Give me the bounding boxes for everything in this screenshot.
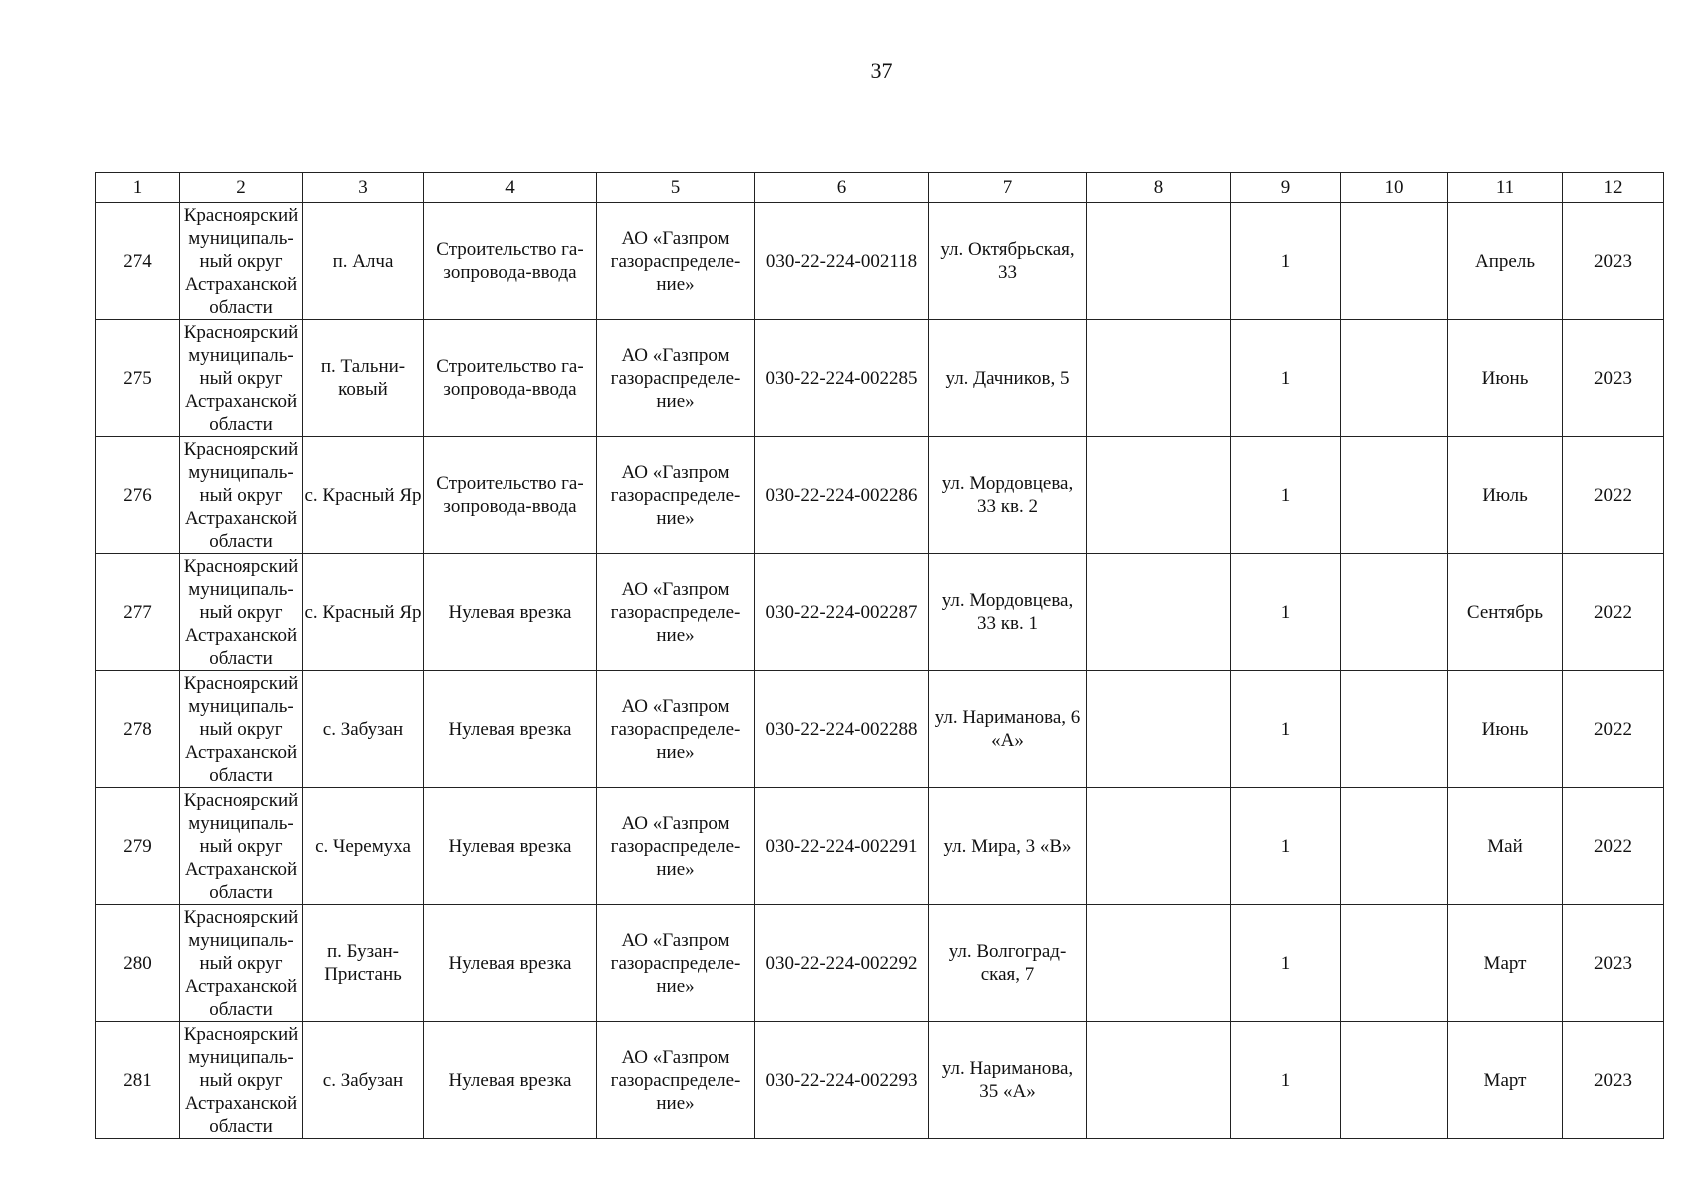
- object-code-cell: 030-22-224-002285: [755, 320, 929, 437]
- table-row: [96, 1022, 1664, 1139]
- row-number-cell: 280: [96, 905, 180, 1022]
- settlement-cell: п. Алча: [303, 203, 424, 320]
- organization-cell: АО «Газпром газораспределе- ние»: [597, 905, 755, 1022]
- column-header: 1: [96, 173, 180, 203]
- quantity-cell: 1: [1231, 788, 1341, 905]
- column-header: 3: [303, 173, 424, 203]
- settlement-cell: п. Тальни- ковый: [303, 320, 424, 437]
- table-row: [96, 671, 1664, 788]
- object-code-cell: 030-22-224-002293: [755, 1022, 929, 1139]
- work-type-cell: Нулевая врезка: [424, 1022, 597, 1139]
- month-cell: Сентябрь: [1448, 554, 1563, 671]
- column-10-cell: [1341, 788, 1448, 905]
- column-10-cell: [1341, 554, 1448, 671]
- row-number-cell: 275: [96, 320, 180, 437]
- address-cell: ул. Октябрьская, 33: [929, 203, 1087, 320]
- column-8-cell: [1087, 1022, 1231, 1139]
- work-type-cell: Нулевая врезка: [424, 788, 597, 905]
- district-cell: Красноярский муниципаль- ный округ Астраханской области: [180, 437, 303, 554]
- object-code-cell: 030-22-224-002291: [755, 788, 929, 905]
- object-code-cell: 030-22-224-002286: [755, 437, 929, 554]
- district-cell: Красноярский муниципаль- ный округ Астраханской области: [180, 905, 303, 1022]
- year-cell: 2022: [1563, 671, 1664, 788]
- column-8-cell: [1087, 671, 1231, 788]
- row-number-cell: 276: [96, 437, 180, 554]
- quantity-cell: 1: [1231, 203, 1341, 320]
- column-8-cell: [1087, 203, 1231, 320]
- table-row: [96, 203, 1664, 320]
- address-cell: ул. Мира, 3 «В»: [929, 788, 1087, 905]
- page-number: 37: [870, 58, 893, 83]
- column-10-cell: [1341, 1022, 1448, 1139]
- column-10-cell: [1341, 671, 1448, 788]
- column-8-cell: [1087, 788, 1231, 905]
- work-type-cell: Строительство га- зопровода-ввода: [424, 203, 597, 320]
- settlement-cell: с. Красный Яр: [303, 554, 424, 671]
- organization-cell: АО «Газпром газораспределе- ние»: [597, 554, 755, 671]
- column-8-cell: [1087, 554, 1231, 671]
- table-row: [96, 320, 1664, 437]
- district-cell: Красноярский муниципаль- ный округ Астраханской области: [180, 1022, 303, 1139]
- row-number-cell: 274: [96, 203, 180, 320]
- district-cell: Красноярский муниципаль- ный округ Астраханской области: [180, 320, 303, 437]
- district-cell: Красноярский муниципаль- ный округ Астраханской области: [180, 554, 303, 671]
- organization-cell: АО «Газпром газораспределе- ние»: [597, 788, 755, 905]
- month-cell: Май: [1448, 788, 1563, 905]
- table-row: [96, 437, 1664, 554]
- row-number-cell: 277: [96, 554, 180, 671]
- column-10-cell: [1341, 437, 1448, 554]
- work-type-cell: Нулевая врезка: [424, 671, 597, 788]
- column-header: 11: [1448, 173, 1563, 203]
- settlement-cell: с. Красный Яр: [303, 437, 424, 554]
- month-cell: Июнь: [1448, 320, 1563, 437]
- column-header: 7: [929, 173, 1087, 203]
- table-row: [96, 554, 1664, 671]
- column-10-cell: [1341, 905, 1448, 1022]
- organization-cell: АО «Газпром газораспределе- ние»: [597, 320, 755, 437]
- quantity-cell: 1: [1231, 554, 1341, 671]
- column-header: 5: [597, 173, 755, 203]
- object-code-cell: 030-22-224-002292: [755, 905, 929, 1022]
- column-header: 4: [424, 173, 597, 203]
- row-number-cell: 279: [96, 788, 180, 905]
- work-type-cell: Строительство га- зопровода-ввода: [424, 437, 597, 554]
- quantity-cell: 1: [1231, 320, 1341, 437]
- year-cell: 2022: [1563, 554, 1664, 671]
- district-cell: Красноярский муниципаль- ный округ Астраханской области: [180, 788, 303, 905]
- year-cell: 2022: [1563, 437, 1664, 554]
- row-number-cell: 278: [96, 671, 180, 788]
- organization-cell: АО «Газпром газораспределе- ние»: [597, 203, 755, 320]
- column-8-cell: [1087, 320, 1231, 437]
- month-cell: Июль: [1448, 437, 1563, 554]
- month-cell: Март: [1448, 1022, 1563, 1139]
- settlement-cell: с. Забузан: [303, 1022, 424, 1139]
- address-cell: ул. Волгоград- ская, 7: [929, 905, 1087, 1022]
- year-cell: 2023: [1563, 320, 1664, 437]
- quantity-cell: 1: [1231, 1022, 1341, 1139]
- object-code-cell: 030-22-224-002287: [755, 554, 929, 671]
- column-8-cell: [1087, 437, 1231, 554]
- settlement-cell: с. Забузан: [303, 671, 424, 788]
- address-cell: ул. Нариманова, 6 «А»: [929, 671, 1087, 788]
- column-10-cell: [1341, 320, 1448, 437]
- year-cell: 2023: [1563, 905, 1664, 1022]
- address-cell: ул. Мордовцева, 33 кв. 1: [929, 554, 1087, 671]
- table-row: [96, 905, 1664, 1022]
- column-header: 6: [755, 173, 929, 203]
- year-cell: 2023: [1563, 203, 1664, 320]
- column-8-cell: [1087, 905, 1231, 1022]
- column-10-cell: [1341, 203, 1448, 320]
- column-header: 9: [1231, 173, 1341, 203]
- quantity-cell: 1: [1231, 905, 1341, 1022]
- organization-cell: АО «Газпром газораспределе- ние»: [597, 671, 755, 788]
- settlement-cell: п. Бузан- Пристань: [303, 905, 424, 1022]
- organization-cell: АО «Газпром газораспределе- ние»: [597, 1022, 755, 1139]
- work-type-cell: Строительство га- зопровода-ввода: [424, 320, 597, 437]
- column-header: 12: [1563, 173, 1664, 203]
- quantity-cell: 1: [1231, 671, 1341, 788]
- district-cell: Красноярский муниципаль- ный округ Астраханской области: [180, 203, 303, 320]
- register-table: [95, 172, 1664, 1139]
- month-cell: Апрель: [1448, 203, 1563, 320]
- district-cell: Красноярский муниципаль- ный округ Астраханской области: [180, 671, 303, 788]
- table-row: [96, 788, 1664, 905]
- address-cell: ул. Дачников, 5: [929, 320, 1087, 437]
- quantity-cell: 1: [1231, 437, 1341, 554]
- year-cell: 2023: [1563, 1022, 1664, 1139]
- column-numbers-row: [96, 173, 1664, 203]
- address-cell: ул. Нариманова, 35 «А»: [929, 1022, 1087, 1139]
- object-code-cell: 030-22-224-002288: [755, 671, 929, 788]
- object-code-cell: 030-22-224-002118: [755, 203, 929, 320]
- row-number-cell: 281: [96, 1022, 180, 1139]
- column-header: 10: [1341, 173, 1448, 203]
- work-type-cell: Нулевая врезка: [424, 905, 597, 1022]
- year-cell: 2022: [1563, 788, 1664, 905]
- work-type-cell: Нулевая врезка: [424, 554, 597, 671]
- column-header: 2: [180, 173, 303, 203]
- organization-cell: АО «Газпром газораспределе- ние»: [597, 437, 755, 554]
- month-cell: Март: [1448, 905, 1563, 1022]
- settlement-cell: с. Черемуха: [303, 788, 424, 905]
- column-header: 8: [1087, 173, 1231, 203]
- address-cell: ул. Мордовцева, 33 кв. 2: [929, 437, 1087, 554]
- month-cell: Июнь: [1448, 671, 1563, 788]
